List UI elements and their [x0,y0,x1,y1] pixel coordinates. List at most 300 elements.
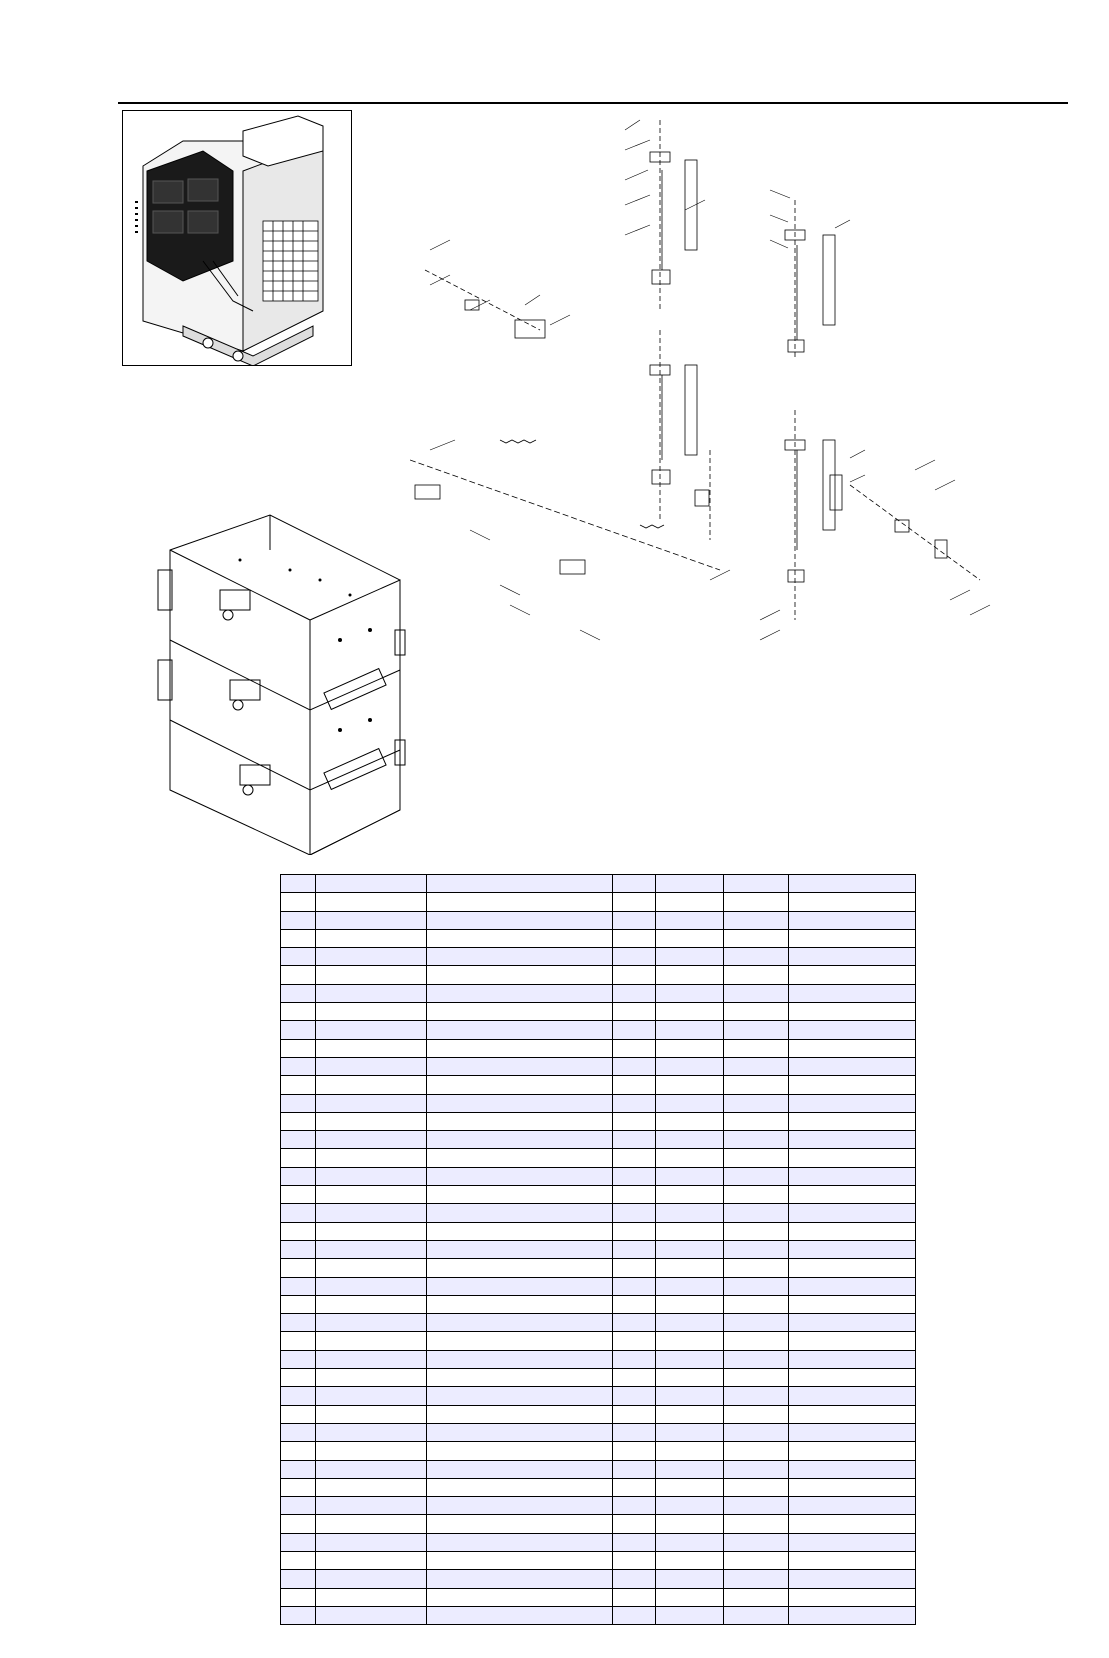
table-cell [655,1588,724,1606]
table-cell [612,1222,655,1240]
table-cell [316,1478,427,1496]
table-cell [655,1478,724,1496]
table-cell [612,893,655,911]
table-cell [655,1076,724,1094]
table-cell [427,1350,612,1368]
table-cell [316,1112,427,1130]
table-row [281,984,916,1002]
table-cell [724,1003,789,1021]
table-cell [612,1240,655,1258]
table-cell [316,1350,427,1368]
table-cell [724,893,789,911]
table-cell [788,1094,915,1112]
table-cell [788,1497,915,1515]
table-cell [788,1551,915,1569]
table-cell [427,1204,612,1222]
table-cell [281,1588,316,1606]
table-cell [655,1314,724,1332]
table-cell [655,984,724,1002]
table-cell [655,893,724,911]
table-cell [655,1057,724,1075]
table-cell [281,1277,316,1295]
table-cell [427,1533,612,1551]
table-cell [655,1094,724,1112]
table-cell [427,1570,612,1588]
table-cell [316,1076,427,1094]
table-cell [724,875,789,893]
table-cell [281,1094,316,1112]
table-cell [612,1021,655,1039]
table-cell [724,1369,789,1387]
table-row [281,1314,916,1332]
table-cell [612,1112,655,1130]
table-cell [612,1350,655,1368]
table-cell [788,1057,915,1075]
table-cell [612,948,655,966]
table-cell [316,1186,427,1204]
table-row [281,1369,916,1387]
table-cell [655,1131,724,1149]
table-cell [724,1588,789,1606]
table-cell [427,1442,612,1460]
table-cell [612,966,655,984]
table-cell [427,966,612,984]
table-cell [427,1021,612,1039]
table-row [281,966,916,984]
table-cell [281,1240,316,1258]
table-cell [427,1259,612,1277]
table-cell [316,1405,427,1423]
table-cell [724,1222,789,1240]
table-cell [612,1277,655,1295]
table-cell [281,1003,316,1021]
table-cell [655,1423,724,1441]
table-cell [724,1295,789,1313]
table-cell [427,1314,612,1332]
table-cell [724,984,789,1002]
table-cell [612,1259,655,1277]
table-cell [316,1460,427,1478]
table-cell [281,966,316,984]
table-cell [427,1588,612,1606]
table-cell [427,1149,612,1167]
header-rule [118,102,1068,104]
table-cell [655,1003,724,1021]
table-cell [655,1039,724,1057]
table-cell [316,1057,427,1075]
table-row [281,1533,916,1551]
table-cell [281,1295,316,1313]
table-cell [788,1186,915,1204]
table-row [281,911,916,929]
table-cell [788,1222,915,1240]
table-cell [316,1606,427,1624]
table-cell [427,1515,612,1533]
table-cell [612,929,655,947]
table-cell [655,1533,724,1551]
table-cell [281,1131,316,1149]
table-cell [612,1039,655,1057]
table-cell [612,1533,655,1551]
table-cell [316,1240,427,1258]
table-cell [788,1003,915,1021]
table-cell [724,1478,789,1496]
table-cell [612,875,655,893]
table-cell [788,1387,915,1405]
table-cell [655,1295,724,1313]
table-cell [281,1350,316,1368]
table-cell [427,1387,612,1405]
table-cell [316,1131,427,1149]
table-cell [788,1350,915,1368]
table-cell [655,1021,724,1039]
table-header-row [281,875,916,893]
table-cell [655,875,724,893]
table-row [281,1021,916,1039]
table-cell [724,1387,789,1405]
table-cell [427,1094,612,1112]
table-cell [655,911,724,929]
table-cell [724,1057,789,1075]
table-cell [655,1259,724,1277]
table-cell [281,948,316,966]
table-cell [281,893,316,911]
table-cell [724,1167,789,1185]
table-cell [281,1112,316,1130]
table-cell [655,1515,724,1533]
table-cell [316,1039,427,1057]
table-cell [612,1442,655,1460]
table-cell [612,1149,655,1167]
table-cell [427,1277,612,1295]
table-cell [281,1423,316,1441]
table-cell [655,1570,724,1588]
table-cell [427,911,612,929]
table-cell [427,1478,612,1496]
table-cell [724,1021,789,1039]
table-cell [427,1167,612,1185]
table-cell [281,1369,316,1387]
table-cell [316,1277,427,1295]
table-cell [427,1551,612,1569]
table-cell [281,1497,316,1515]
table-cell [316,1387,427,1405]
table-cell [788,948,915,966]
table-cell [612,1167,655,1185]
exploded-parts-drawing [410,110,1050,670]
table-cell [788,1332,915,1350]
table-cell [612,1423,655,1441]
table-cell [316,911,427,929]
table-cell [316,1369,427,1387]
table-cell [788,1259,915,1277]
table-cell [281,875,316,893]
table-cell [655,1222,724,1240]
table-cell [788,1240,915,1258]
table-cell [612,1497,655,1515]
table-cell [724,1277,789,1295]
table-cell [788,1588,915,1606]
table-cell [788,1369,915,1387]
table-cell [316,1570,427,1588]
table-cell [281,1039,316,1057]
exploded-assembly-icon [410,110,1050,670]
table-row [281,1131,916,1149]
table-cell [612,1551,655,1569]
table-cell [788,1515,915,1533]
table-row [281,1039,916,1057]
table-cell [427,929,612,947]
table-cell [316,1021,427,1039]
table-cell [724,911,789,929]
table-row [281,1588,916,1606]
table-cell [316,1003,427,1021]
table-row [281,1387,916,1405]
table-cell [788,1314,915,1332]
table-cell [788,1295,915,1313]
table-row [281,1405,916,1423]
table-cell [316,1551,427,1569]
table-cell [281,1076,316,1094]
table-cell [612,1295,655,1313]
table-cell [316,1094,427,1112]
table-cell [316,966,427,984]
table-cell [427,1131,612,1149]
table-cell [316,929,427,947]
table-cell [427,1112,612,1130]
table-cell [316,1259,427,1277]
table-row [281,1442,916,1460]
table-cell [281,1460,316,1478]
table-cell [316,1423,427,1441]
table-row [281,1112,916,1130]
table-cell [724,1131,789,1149]
table-row [281,1332,916,1350]
table-cell [655,1112,724,1130]
table-cell [427,1003,612,1021]
table-cell [281,1405,316,1423]
table-cell [724,1259,789,1277]
table-row [281,1259,916,1277]
table-cell [724,1186,789,1204]
table-cell [612,1314,655,1332]
table-cell [281,1478,316,1496]
table-cell [612,1332,655,1350]
table-cell [427,1423,612,1441]
table-cell [655,1405,724,1423]
table-cell [612,1478,655,1496]
table-cell [427,1186,612,1204]
table-cell [281,1186,316,1204]
table-row [281,1423,916,1441]
table-cell [281,1149,316,1167]
table-cell [788,1076,915,1094]
table-cell [281,1222,316,1240]
table-cell [724,1533,789,1551]
table-cell [655,1442,724,1460]
table-cell [427,1057,612,1075]
table-cell [788,1405,915,1423]
table-cell [281,1057,316,1075]
table-cell [281,1515,316,1533]
table-cell [281,1314,316,1332]
table-cell [655,1606,724,1624]
table-cell [655,1149,724,1167]
frame-assembly-icon [140,510,430,855]
table-cell [655,929,724,947]
table-cell [655,1204,724,1222]
table-cell [724,1314,789,1332]
table-cell [612,1003,655,1021]
table-cell [316,1149,427,1167]
table-cell [724,1497,789,1515]
table-cell [788,1533,915,1551]
table-cell [316,984,427,1002]
table-row [281,1551,916,1569]
table-cell [612,1460,655,1478]
table-cell [655,948,724,966]
table-cell [788,1112,915,1130]
table-cell [724,929,789,947]
table-cell [612,1094,655,1112]
table-row [281,893,916,911]
table-cell [655,1369,724,1387]
table-row [281,1222,916,1240]
table-cell [427,1497,612,1515]
table-cell [612,1076,655,1094]
table-cell [316,1515,427,1533]
table-cell [788,1149,915,1167]
table-cell [655,966,724,984]
table-cell [281,1259,316,1277]
table-cell [788,1570,915,1588]
table-cell [612,1369,655,1387]
table-cell [281,1387,316,1405]
table-cell [427,893,612,911]
table-cell [724,1204,789,1222]
table-cell [788,911,915,929]
table-row [281,1570,916,1588]
table-row [281,1003,916,1021]
table-row [281,1295,916,1313]
table-cell [612,1588,655,1606]
table-cell [612,1204,655,1222]
table-row [281,1149,916,1167]
table-row [281,1606,916,1624]
table-cell [788,1478,915,1496]
table-row [281,1167,916,1185]
table-cell [427,1039,612,1057]
table-cell [612,1186,655,1204]
table-cell [788,1204,915,1222]
machine-locator-thumbnail [122,110,352,366]
table-cell [655,1460,724,1478]
table-cell [655,1551,724,1569]
table-cell [316,1497,427,1515]
table-cell [788,1606,915,1624]
table-cell [612,1606,655,1624]
table-cell [427,1222,612,1240]
table-cell [724,1423,789,1441]
table-row [281,1186,916,1204]
table-cell [788,984,915,1002]
table-cell [427,1240,612,1258]
table-cell [724,1332,789,1350]
table-cell [427,984,612,1002]
table-row [281,1240,916,1258]
table-cell [612,1131,655,1149]
table-row [281,1478,916,1496]
table-cell [281,1570,316,1588]
table-cell [612,1570,655,1588]
table-cell [612,911,655,929]
table-cell [724,1515,789,1533]
table-cell [724,1570,789,1588]
table-row [281,1076,916,1094]
table-cell [316,1314,427,1332]
table-row [281,1277,916,1295]
table-cell [427,1332,612,1350]
table-cell [788,893,915,911]
table-cell [724,1350,789,1368]
table-cell [655,1387,724,1405]
table-cell [281,1551,316,1569]
table-cell [281,1204,316,1222]
table-cell [281,1021,316,1039]
table-row [281,1094,916,1112]
table-row [281,1460,916,1478]
table-row [281,1204,916,1222]
table-cell [788,1460,915,1478]
table-cell [316,1442,427,1460]
table-cell [281,1167,316,1185]
table-cell [724,1606,789,1624]
table-cell [316,948,427,966]
table-cell [427,1076,612,1094]
table-cell [655,1277,724,1295]
table-cell [281,1606,316,1624]
table-row [281,1057,916,1075]
table-cell [427,1369,612,1387]
table-cell [788,1039,915,1057]
table-cell [281,929,316,947]
table-cell [788,1021,915,1039]
table-row [281,929,916,947]
table-cell [281,1442,316,1460]
table-cell [788,1423,915,1441]
table-cell [724,1551,789,1569]
table-cell [316,1204,427,1222]
table-cell [316,1295,427,1313]
table-row [281,948,916,966]
table-cell [655,1350,724,1368]
table-cell [788,929,915,947]
table-row [281,1497,916,1515]
table-cell [316,1332,427,1350]
table-cell [655,1167,724,1185]
table-cell [724,1112,789,1130]
table-cell [612,1515,655,1533]
table-cell [612,984,655,1002]
table-cell [427,1606,612,1624]
table-cell [724,1460,789,1478]
table-cell [788,1442,915,1460]
table-cell [427,1405,612,1423]
table-cell [724,1405,789,1423]
table-cell [724,1076,789,1094]
table-cell [316,893,427,911]
table-cell [427,875,612,893]
